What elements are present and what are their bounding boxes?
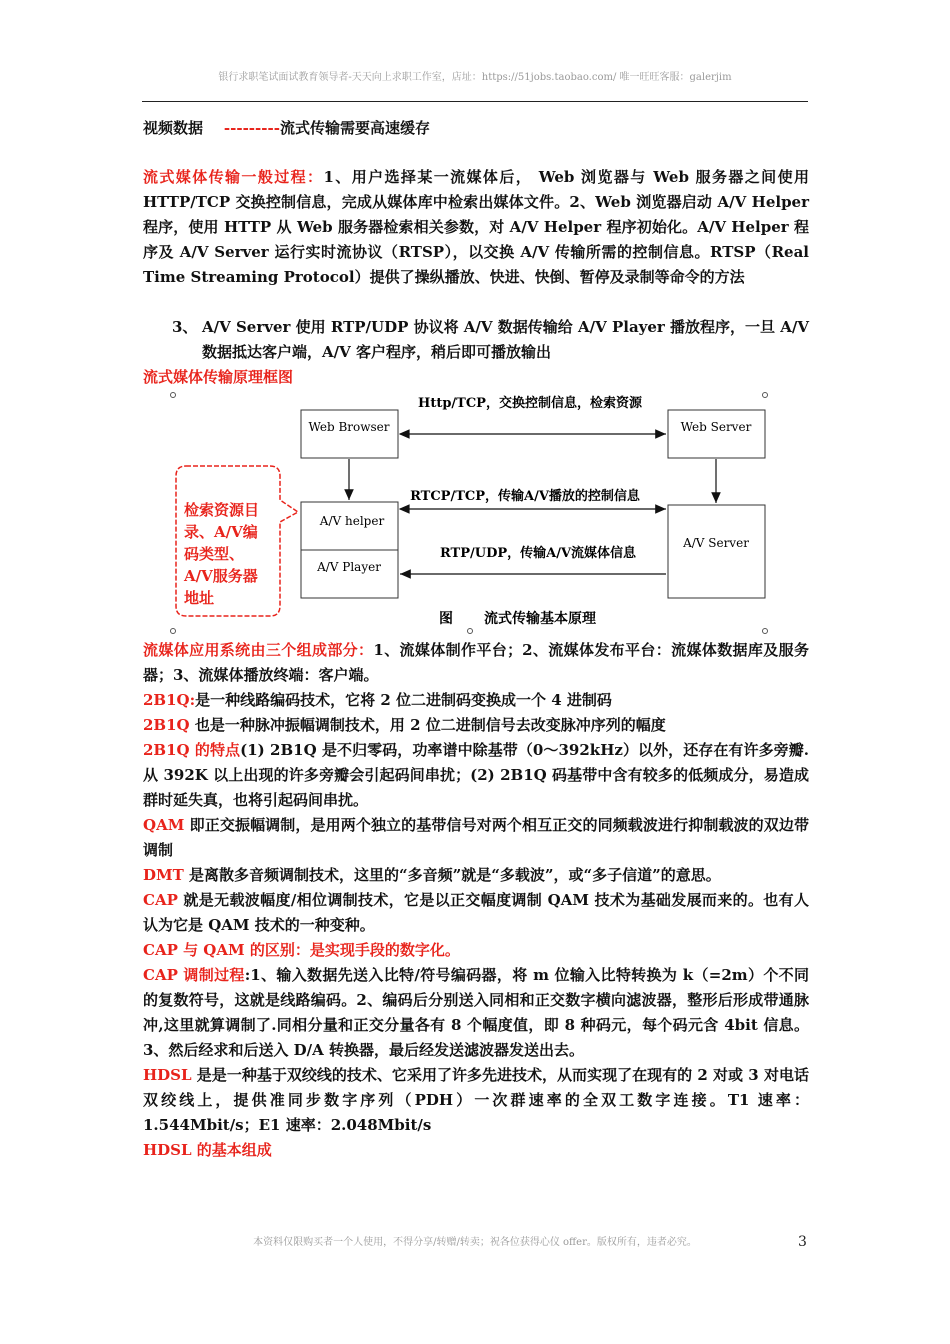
web-browser-box xyxy=(301,410,398,458)
video-data-text: 流式传输需要高速缓存 xyxy=(279,119,430,137)
2b1q-paragraph-1 xyxy=(143,688,809,713)
qam-paragraph xyxy=(143,813,809,863)
components-label: 流媒体应用系统由三个组成部分： xyxy=(143,641,374,659)
cap-process-paragraph xyxy=(143,963,809,1063)
2b1q-features-label: 2B1Q 的特点 xyxy=(143,741,241,759)
web-server-label: Web Server xyxy=(680,420,752,434)
hdsl-text: 是是一种基于双绞线的技术、它采用了许多先进技术，从而实现了在现有的 2 对或 3 对电话双绞线上，提供准同步数字序列（PDH）一次群速率的全双工数字连接。T1 速率：1.544Mbit/s；E1 速率：2.048Mbit/s xyxy=(143,1066,809,1134)
av-player-box xyxy=(301,550,398,598)
cap-qam-diff: CAP 与 QAM 的区别：是实现手段的数字化。 xyxy=(143,941,460,959)
dmt-paragraph xyxy=(143,863,809,888)
diagram-caption-text: 流式传输基本原理 xyxy=(484,611,596,627)
qam-text: 即正交振幅调制，是用两个独立的基带信号对两个相互正交的同频载波进行抑制载波的双边带调制 xyxy=(143,816,809,859)
web-browser-label: Web Browser xyxy=(308,420,390,434)
2b1q-paragraph-2 xyxy=(143,713,809,738)
handle-tl xyxy=(171,393,176,398)
step3-number: 3、 xyxy=(172,318,198,336)
av-player-label: A/V Player xyxy=(317,560,381,574)
callout-line-3: 码类型、 xyxy=(184,545,245,563)
streaming-diagram xyxy=(0,0,950,640)
handle-br xyxy=(763,629,768,634)
callout-line-4: A/V服务器 xyxy=(184,567,258,585)
qam-label: QAM xyxy=(143,816,185,834)
cap-paragraph xyxy=(143,888,809,938)
cap-text: 就是无载波幅度/相位调制技术，它是以正交幅度调制 QAM 技术为基础发展而来的。也有人认为它是 QAM 技术的一种变种。 xyxy=(143,891,809,934)
dmt-text: 是离散多音频调制技术，这里的“多音频”就是“多载波”，或“多子信道”的意思。 xyxy=(183,866,721,884)
av-helper-label: A/V helper xyxy=(319,514,385,528)
diagram-caption-fig: 图 xyxy=(439,611,453,627)
components-paragraph xyxy=(143,638,809,688)
video-data-label: 视频数据 xyxy=(143,119,204,137)
callout-line-5: 地址 xyxy=(184,589,215,607)
rtp-arrow-label: RTP/UDP，传输A/V流媒体信息 xyxy=(439,546,637,561)
hdsl-paragraph xyxy=(143,1063,809,1138)
cap-process-text: :1、输入数据先送入比特/符号编码器，将 m 位输入比特转换为 k（=2m）个不同的复数符号，这就是线路编码。2、编码后分别送入同相和正交数字横向滤波器，整形后形成带通脉冲,这里就算调制了.同相分量和正交分量各有 8 个幅度值，即 8 种码元，每个码元含 4bit 信息。3、然后经求和后送入 D/A 转换器，最后经发送滤波器发送出去。 xyxy=(143,966,809,1059)
2b1q-label-1: 2B1Q: xyxy=(143,691,196,709)
handle-tr xyxy=(763,393,768,398)
page-header: 银行求职笔试面试教育领导者-天天向上求职工作室，店址：https://51jobs.taobao.com/ 唯一旺旺客服：galerjim xyxy=(218,72,732,83)
page-footer: 本资料仅限购买者一个人使用，不得分享/转赠/转卖；祝各位获得心仪 offer。版权所有，违者必究。 xyxy=(253,1237,697,1248)
cap-process-label: CAP 调制过程 xyxy=(143,966,245,984)
http-arrow-label: Http/TCP，交换控制信息，检索资源 xyxy=(418,396,642,411)
dmt-label: DMT xyxy=(143,866,184,884)
dash-line: --------- xyxy=(223,119,280,137)
hdsl-label: HDSL xyxy=(143,1066,192,1084)
page-number: 3 xyxy=(798,1234,807,1250)
2b1q-features-paragraph xyxy=(143,738,809,813)
step3-text: A/V Server 使用 RTP/UDP 协议将 A/V 数据传输给 A/V Player 播放程序，一旦 A/V 数据抵达客户端，A/V 客户程序，稍后即可播放输出 xyxy=(202,318,810,361)
2b1q-text-2: 也是一种脉冲振幅调制技术，用 2 位二进制信号去改变脉冲序列的幅度 xyxy=(189,716,666,734)
streaming-process-text: 1、用户选择某一流媒体后， Web 浏览器与 Web 服务器之间使用 HTTP/TCP 交换控制信息，完成从媒体库中检索出媒体文件。2、Web 浏览器启动 A/V Helper 程序，使用 HTTP 从 Web 服务器检索相关参数，对 A/V Helper 程序初始化。A/V Helper 程序及 A/V Server 运行实时流协议（RTSP），以交换 A/V 传输所需的控制信息。RTSP（Real Time Streaming Protocol）提供了操纵播放、快进、快倒、暂停及录制等命令的方法 xyxy=(143,168,809,286)
2b1q-label-2: 2B1Q xyxy=(143,716,190,734)
callout-line-1: 检索资源目 xyxy=(184,501,260,519)
hdsl-composition-heading: HDSL 的基本组成 xyxy=(143,1141,272,1159)
av-server-box xyxy=(668,505,765,598)
rtcp-arrow-label: RTCP/TCP，传输A/V播放的控制信息 xyxy=(410,489,640,504)
handle-bl xyxy=(171,629,176,634)
2b1q-text-1: 是一种线路编码技术，它将 2 位二进制码变换成一个 4 进制码 xyxy=(195,691,612,709)
2b1q-features-text: (1) 2B1Q 是不归零码，功率谱中除基带（0～392kHz）以外，还存在有许多旁瓣.从 392K 以上出现的许多旁瓣会引起码间串扰；(2) 2B1Q 码基带中含有较多的低频成分，易造成群时延失真，也将引起码间串扰。 xyxy=(143,741,809,809)
web-server-box xyxy=(668,410,765,458)
callout-line-2: 录、A/V编 xyxy=(184,523,258,541)
components-text: 1、流媒体制作平台；2、流媒体发布平台：流媒体数据库及服务器；3、流媒体播放终端：客户端。 xyxy=(143,641,809,684)
cap-label: CAP xyxy=(143,891,178,909)
av-server-label: A/V Server xyxy=(683,536,749,550)
handle-bm xyxy=(468,629,473,634)
diagram-heading: 流式媒体传输原理框图 xyxy=(143,368,294,386)
streaming-process-label: 流式媒体传输一般过程： xyxy=(143,168,324,186)
